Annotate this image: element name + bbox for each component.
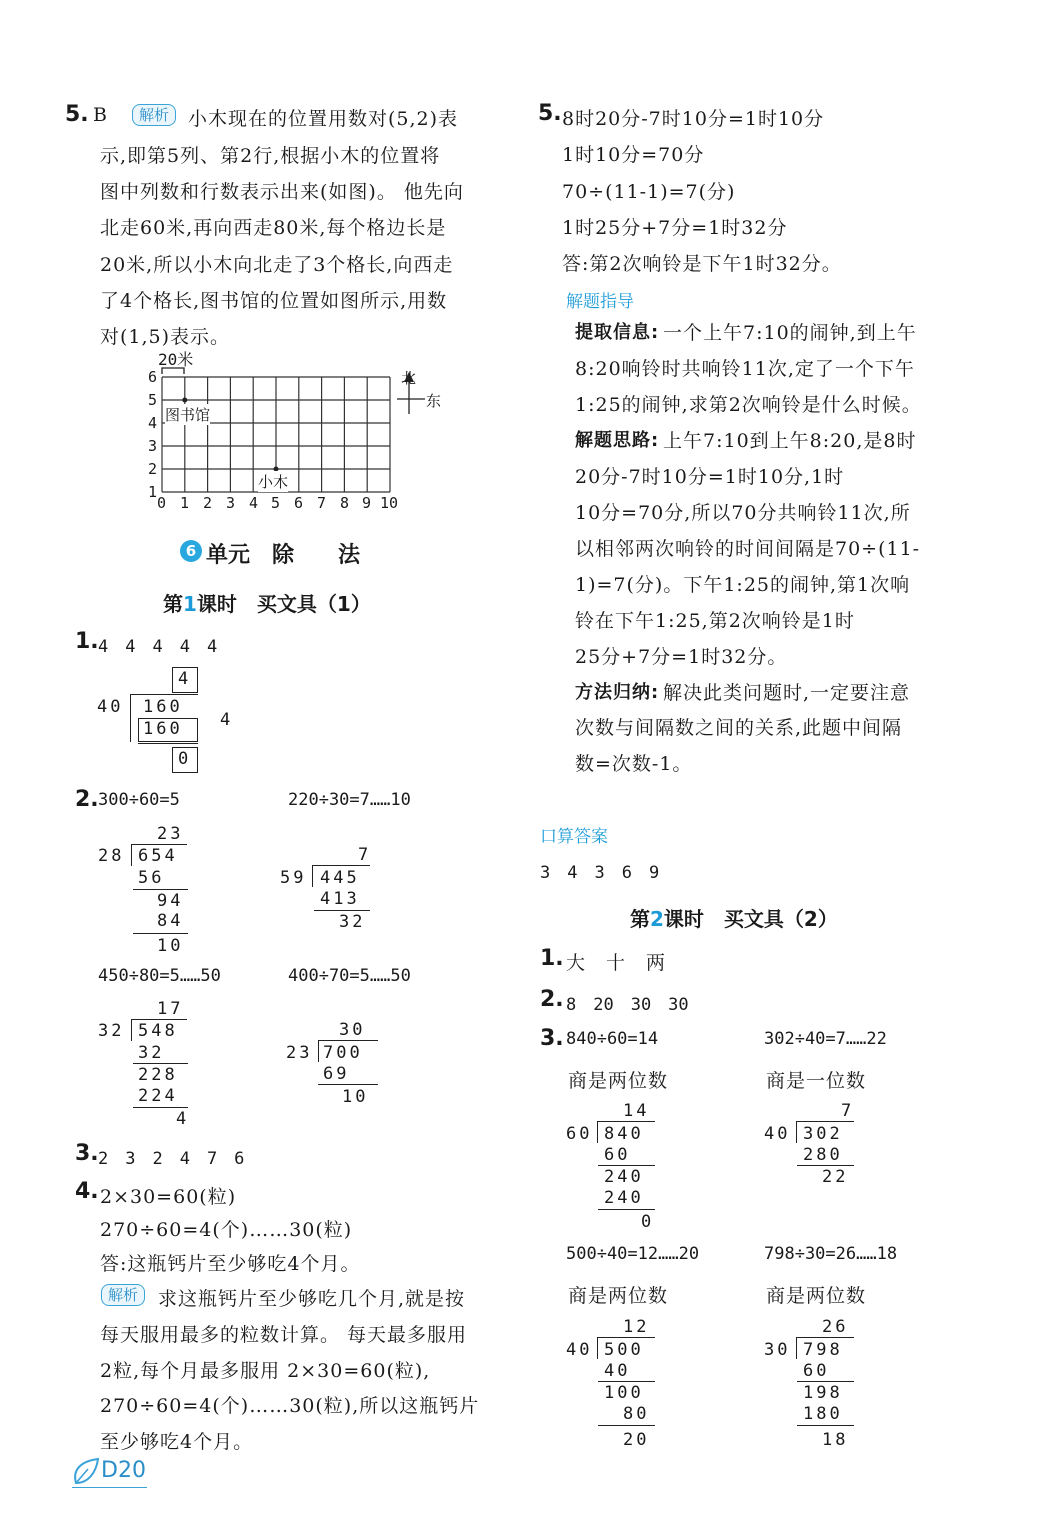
equation: 302÷40=7……22 [764, 1029, 887, 1049]
guide-title: 解题指导 [566, 292, 634, 312]
step: 32 [138, 1043, 165, 1063]
remainder: 10 [157, 936, 184, 956]
subtract-line [598, 1381, 655, 1382]
step: 94 [157, 891, 184, 911]
answer-line: 2×30=60(粒) [100, 1186, 237, 1208]
step: 224 [138, 1086, 178, 1106]
library-label: 图书馆 [165, 406, 211, 424]
idea-line: 20分-7时10分=1时10分,1时 [575, 466, 845, 488]
analysis-line: 北走60米,再向西走80米,每个格边长是 [100, 217, 447, 239]
page-number: D20 [101, 1458, 146, 1483]
division-bracket [312, 865, 313, 887]
y-label: 2 [148, 460, 158, 478]
oral-title: 口算答案 [540, 827, 608, 847]
east-label: 东 [426, 392, 442, 410]
x-label: 8 [340, 494, 350, 512]
remainder: 18 [822, 1430, 849, 1450]
answer-line: 答:第2次响铃是下午1时32分。 [562, 253, 842, 275]
x-label: 10 [380, 494, 399, 512]
analysis-line: 示,即第5列、第2行,根据小木的位置将 [100, 145, 441, 167]
analysis-line: 每天服用最多的粒数计算。 每天最多服用 [100, 1324, 468, 1346]
divisor: 59 [280, 868, 307, 888]
info-line: 8:20响铃时共响铃11次,定了一个下午 [575, 358, 915, 380]
division-bracket [130, 694, 131, 742]
lesson-suffix: 课时 买文具（2） [663, 907, 838, 931]
x-label: 7 [317, 494, 327, 512]
unit-heading: 单元 除 法 [206, 543, 361, 568]
answer: B [93, 104, 108, 126]
quotient: 4 [178, 669, 192, 689]
method-line: 解决此类问题时,一定要注意 [663, 682, 911, 704]
remainder: 10 [342, 1087, 369, 1107]
method-line: 数=次数-1。 [575, 753, 693, 775]
idea-line: 以相邻两次响铃的时间间隔是70÷(11- [575, 538, 921, 560]
subtract-line [318, 1084, 378, 1085]
analysis-line: 对(1,5)表示。 [100, 326, 231, 348]
divisor: 32 [98, 1021, 125, 1041]
question-number: 2. [75, 787, 99, 812]
step: 240 [604, 1167, 644, 1187]
equation: 840÷60=14 [566, 1029, 659, 1049]
step: 280 [803, 1145, 843, 1165]
question-number: 1. [75, 629, 99, 654]
answer-line: 70÷(11-1)=7(分) [562, 181, 736, 203]
subtract-line [133, 1107, 188, 1108]
analysis-tag: 解析 [101, 1284, 145, 1306]
side-answer: 4 [220, 710, 234, 730]
remainder: 4 [176, 1109, 190, 1129]
answer: 8 20 30 30 [566, 995, 689, 1015]
equation: 500÷40=12……20 [566, 1244, 700, 1264]
idea-label: 解题思路: [575, 430, 660, 451]
remainder: 20 [623, 1430, 650, 1450]
north-label: 北 [401, 369, 417, 387]
answer-line: 1时25分+7分=1时32分 [562, 217, 788, 239]
method-line: 次数与间隔数之间的关系,此题中间隔 [575, 717, 903, 739]
subtract-line [797, 1425, 854, 1426]
step: 40 [604, 1361, 631, 1381]
dividend: 548 [138, 1021, 178, 1041]
y-label: 1 [148, 483, 158, 501]
step: 80 [623, 1404, 650, 1424]
x-label: 6 [294, 494, 304, 512]
subtract-line [598, 1425, 655, 1426]
answer-line: 8时20分-7时10分=1时10分 [562, 108, 825, 130]
division-bar [131, 1019, 187, 1020]
subtract-line [797, 1165, 854, 1166]
quotient: 26 [822, 1317, 849, 1337]
step: 60 [803, 1361, 830, 1381]
x-label: 3 [226, 494, 236, 512]
dividend: 700 [323, 1043, 363, 1063]
note: 商是一位数 [766, 1070, 867, 1092]
idea-line: 1)=7(分)。下午1:25的闹钟,第1次响 [575, 574, 911, 596]
question-number: 2. [540, 987, 564, 1012]
xiaomu-label: 小木 [258, 473, 289, 491]
analysis-line: 求这瓶钙片至少够吃几个月,就是按 [158, 1288, 466, 1310]
division-bar [318, 1040, 378, 1041]
divisor: 28 [98, 846, 125, 866]
answer-line: 270÷60=4(个)……30(粒) [100, 1219, 353, 1241]
division-bracket [597, 1337, 598, 1359]
y-label: 3 [148, 437, 158, 455]
y-label: 6 [148, 368, 158, 386]
answer-line: 答:这瓶钙片至少够吃4个月。 [100, 1253, 361, 1275]
dividend: 445 [320, 868, 360, 888]
remainder: 32 [339, 912, 366, 932]
x-label: 5 [271, 494, 281, 512]
x-label: 2 [203, 494, 213, 512]
lesson-prefix: 第 [163, 592, 183, 616]
y-label: 5 [148, 391, 158, 409]
subtract-line [797, 1381, 854, 1382]
division-bracket [796, 1337, 797, 1359]
analysis-line: 至少够吃4个月。 [100, 1431, 254, 1453]
quotient: 14 [623, 1101, 650, 1121]
question-number: 1. [540, 946, 564, 971]
dividend: 302 [803, 1124, 843, 1144]
subtract-line [598, 1209, 655, 1210]
lesson-1-title [163, 588, 371, 617]
divisor: 30 [764, 1340, 791, 1360]
remainder: 0 [178, 749, 192, 769]
unit-badge: 6 [180, 540, 202, 562]
answer-line: 1时10分=70分 [562, 144, 705, 166]
x-label: 1 [180, 494, 190, 512]
dividend: 798 [803, 1340, 843, 1360]
division-bracket [131, 1019, 132, 1041]
answer: 2 3 2 4 7 6 [98, 1149, 245, 1169]
division-bar [796, 1121, 854, 1122]
question-number: 4. [75, 1179, 99, 1204]
step: 60 [604, 1145, 631, 1165]
remainder: 0 [641, 1212, 655, 1232]
division-bar [597, 1121, 655, 1122]
step: 69 [323, 1064, 350, 1084]
oral-answer: 3 4 3 6 9 [540, 863, 660, 883]
lesson-number: 1 [183, 592, 197, 616]
note: 商是两位数 [568, 1285, 669, 1307]
subtract-line [133, 1063, 188, 1064]
info-line: 一个上午7:10的闹钟,到上午 [663, 322, 917, 344]
quotient: 7 [841, 1101, 855, 1121]
division-bar [131, 844, 187, 845]
idea-line: 铃在下午1:25,第2次响铃是1时 [575, 610, 855, 632]
note: 商是两位数 [766, 1285, 867, 1307]
note: 商是两位数 [568, 1070, 669, 1092]
division-bar [130, 694, 198, 695]
dividend: 160 [143, 697, 183, 717]
subtract-line [133, 933, 188, 934]
question-number: 5. [538, 101, 562, 126]
question-number: 3. [75, 1141, 99, 1166]
division-bracket [597, 1121, 598, 1143]
leaf-icon [70, 1455, 102, 1487]
scale-label: 20米 [158, 350, 194, 369]
subtract-line [138, 743, 198, 744]
quotient: 7 [358, 845, 372, 865]
division-bar [597, 1337, 655, 1338]
step: 56 [138, 868, 165, 888]
subtract-line [314, 910, 370, 911]
idea-line: 25分+7分=1时32分。 [575, 646, 788, 668]
equation: 220÷30=7……10 [288, 790, 411, 810]
y-label: 4 [148, 414, 158, 432]
method-label: 方法归纳: [575, 682, 660, 703]
step: 228 [138, 1065, 178, 1085]
analysis-line: 20米,所以小木向北走了3个格长,向西走 [100, 254, 454, 276]
divisor: 40 [97, 697, 124, 717]
step: 100 [604, 1383, 644, 1403]
x-label: 4 [249, 494, 259, 512]
division-bracket [318, 1040, 319, 1062]
equation: 400÷70=5……50 [288, 966, 411, 986]
idea-line: 10分=70分,所以70分共响铃11次,所 [575, 502, 911, 524]
dividend: 654 [138, 846, 178, 866]
quotient: 23 [157, 824, 184, 844]
x-label: 9 [362, 494, 372, 512]
quotient: 17 [157, 999, 184, 1019]
equation: 450÷80=5……50 [98, 966, 221, 986]
analysis-line: 了4个格长,图书馆的位置如图所示,用数 [100, 290, 448, 312]
answer: 4 4 4 4 4 [98, 637, 218, 657]
lesson-prefix: 第 [630, 907, 650, 931]
divisor: 60 [566, 1124, 593, 1144]
product: 160 [143, 719, 183, 739]
subtract-line [133, 889, 188, 890]
quotient: 30 [339, 1020, 366, 1040]
dividend: 840 [604, 1124, 644, 1144]
question-number: 5. [65, 102, 89, 127]
analysis-line: 270÷60=4(个)……30(粒),所以这瓶钙片 [100, 1395, 480, 1417]
division-bar [312, 865, 370, 866]
footer-line [72, 1487, 147, 1488]
divisor: 23 [286, 1043, 313, 1063]
subtract-line [598, 1165, 655, 1166]
info-label: 提取信息: [575, 322, 660, 343]
quotient: 12 [623, 1317, 650, 1337]
division-bracket [131, 844, 132, 866]
question-number: 3. [540, 1026, 564, 1051]
step: 84 [157, 911, 184, 931]
step: 240 [604, 1188, 644, 1208]
equation: 300÷60=5 [98, 790, 180, 810]
answer: 大 十 两 [566, 952, 667, 974]
analysis-tag: 解析 [132, 104, 176, 126]
x-label: 0 [157, 494, 167, 512]
analysis-line: 小木现在的位置用数对(5,2)表 [188, 108, 459, 130]
equation: 798÷30=26……18 [764, 1244, 898, 1264]
division-bar [796, 1337, 854, 1338]
divisor: 40 [566, 1340, 593, 1360]
step: 180 [803, 1404, 843, 1424]
lesson-suffix: 课时 买文具（1） [196, 592, 371, 616]
lesson-number: 2 [650, 907, 664, 931]
divisor: 40 [764, 1124, 791, 1144]
analysis-line: 2粒,每个月最多服用 2×30=60(粒), [100, 1360, 431, 1382]
idea-line: 上午7:10到上午8:20,是8时 [663, 430, 917, 452]
division-bracket [796, 1121, 797, 1143]
remainder: 22 [822, 1167, 849, 1187]
dividend: 500 [604, 1340, 644, 1360]
analysis-line: 图中列数和行数表示出来(如图)。 他先向 [100, 181, 464, 203]
step: 413 [320, 889, 360, 909]
lesson-2-title [630, 903, 838, 932]
info-line: 1:25的闹钟,求第2次响铃是什么时候。 [575, 394, 922, 416]
step: 198 [803, 1383, 843, 1403]
